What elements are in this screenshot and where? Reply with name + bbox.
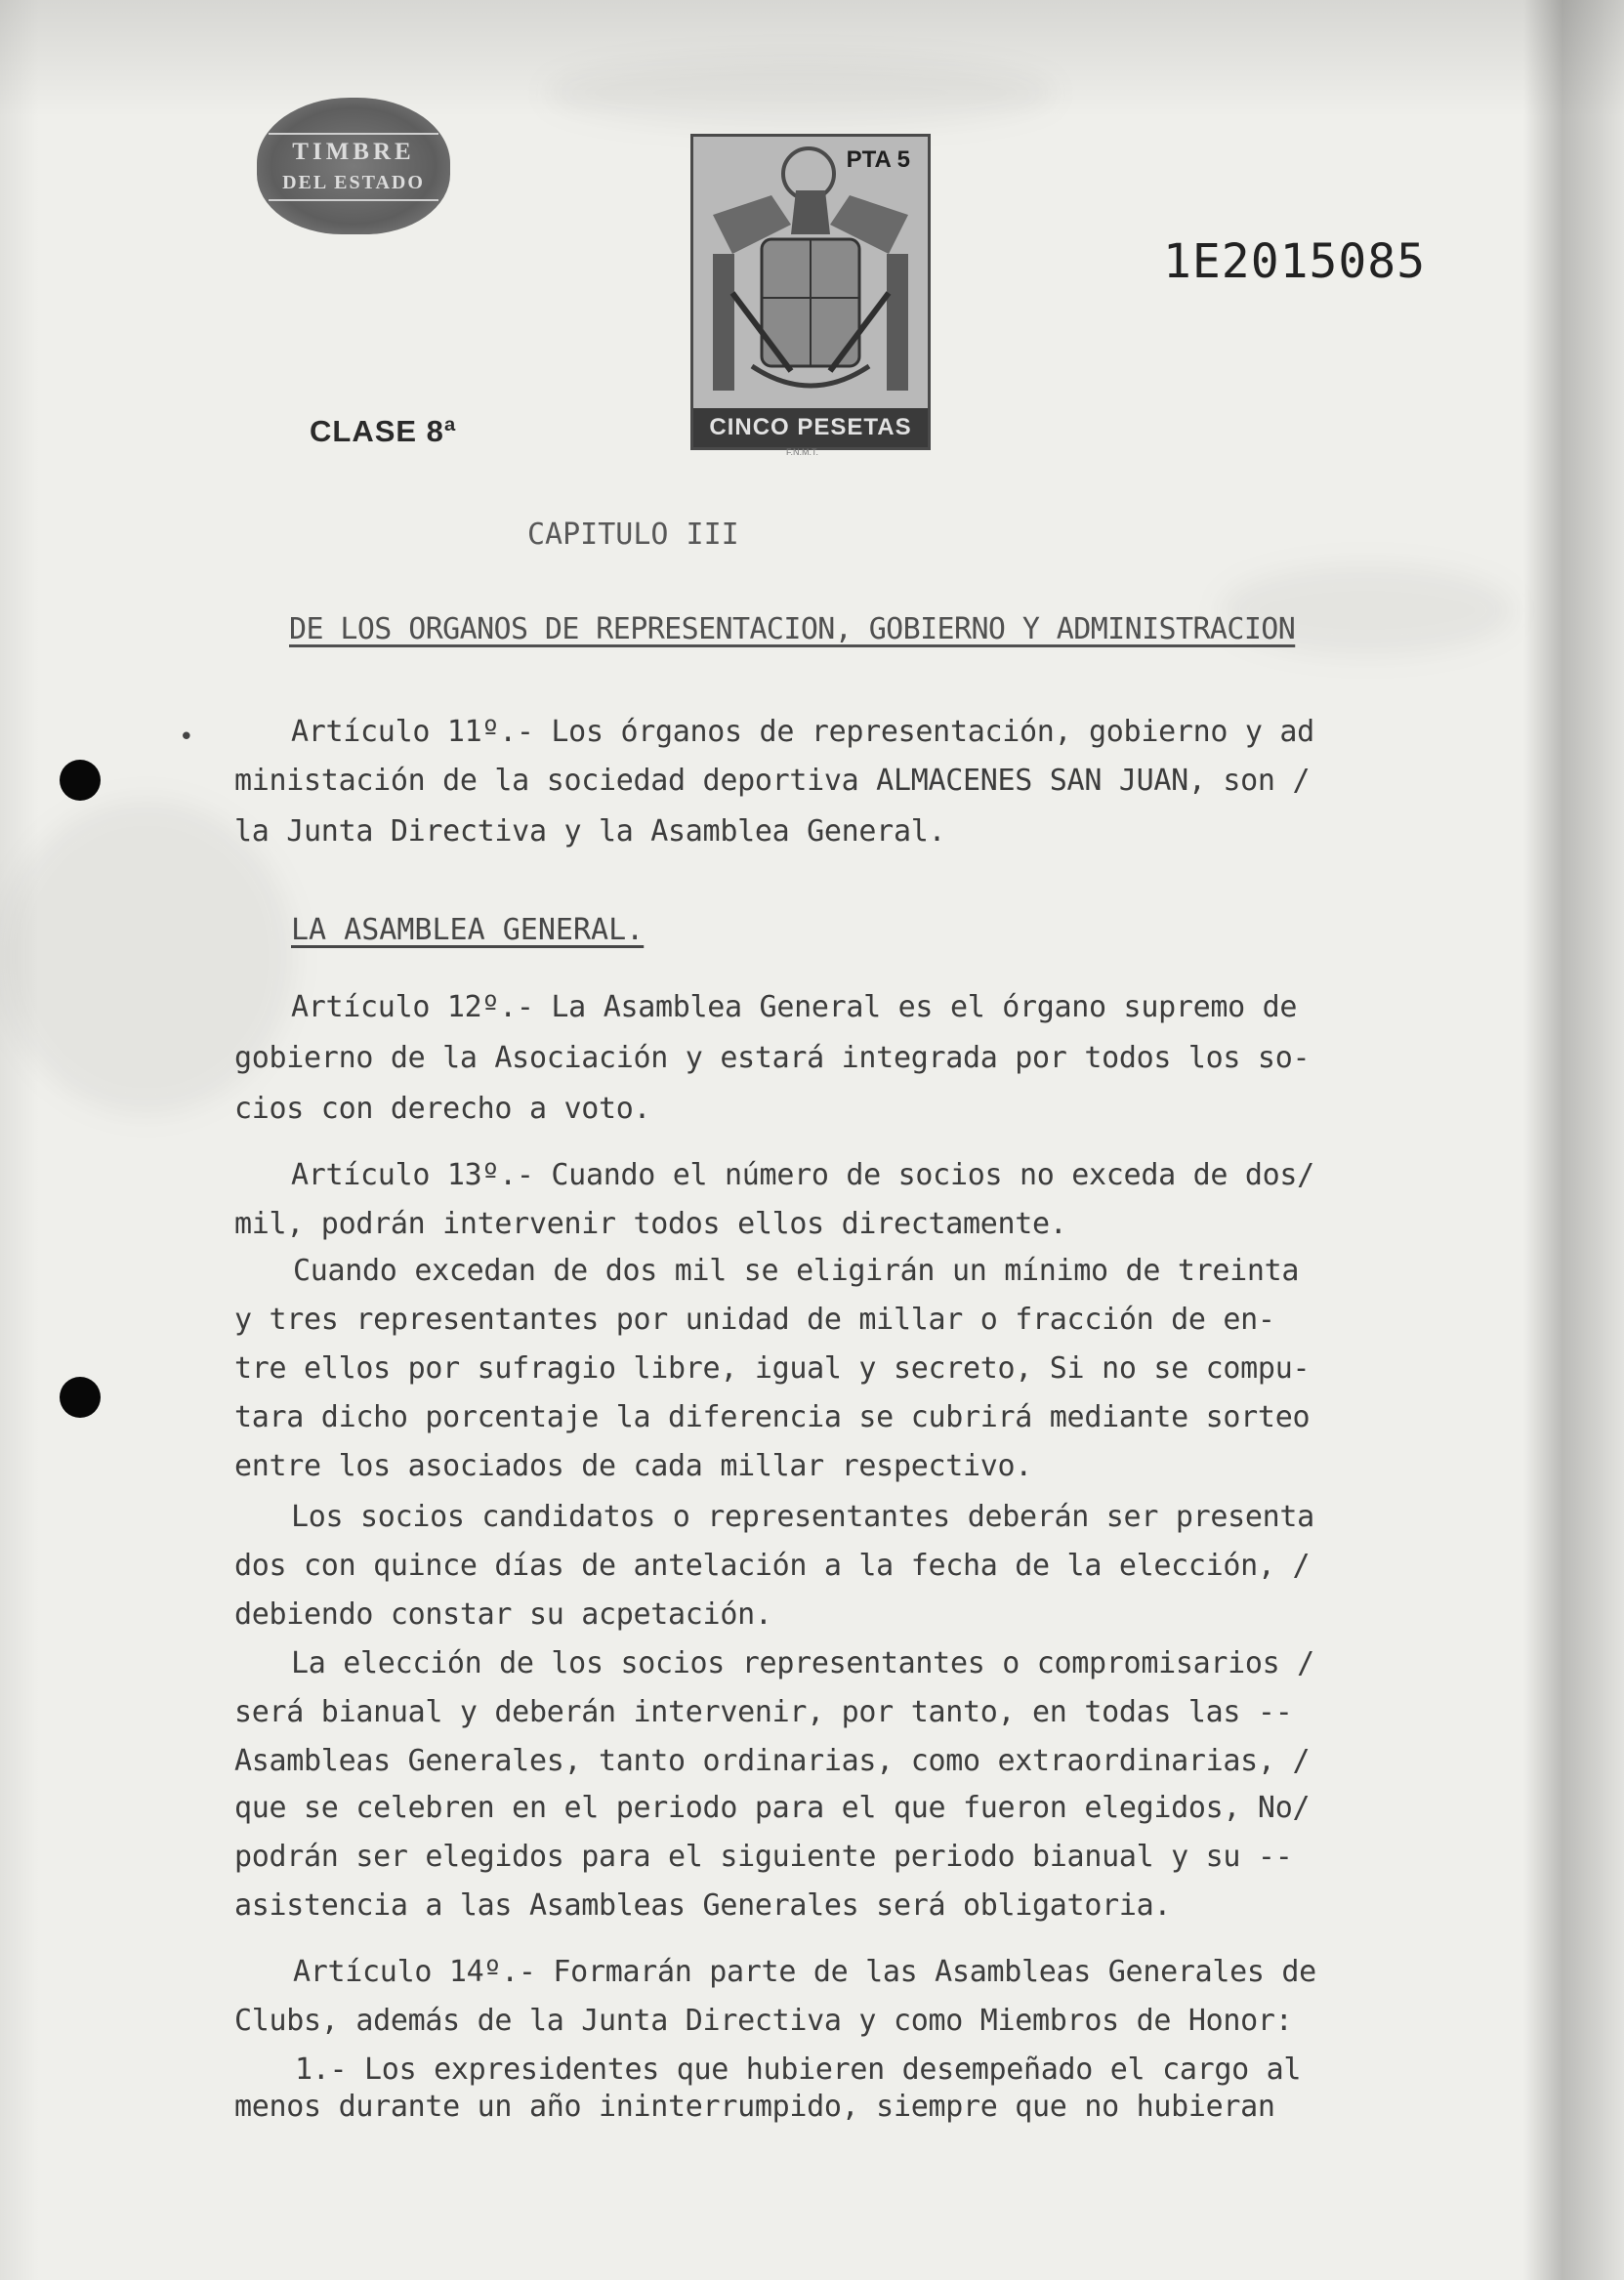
seal-line-2: DEL ESTADO <box>282 172 425 193</box>
body-line: y tres representantes por unidad de millar o fracción de en- <box>234 1303 1275 1337</box>
body-line: gobierno de la Asociación y estará integrada por todos los so- <box>234 1041 1311 1075</box>
body-line: Clubs, además de la Junta Directiva y como Miembros de Honor: <box>234 2004 1293 2038</box>
serial-number: 1E2015085 <box>1163 234 1427 289</box>
body-line: entre los asociados de cada millar respectivo. <box>234 1449 1033 1483</box>
section-heading: LA ASAMBLEA GENERAL. <box>291 913 645 947</box>
body-line: la Junta Directiva y la Asamblea General. <box>234 814 946 849</box>
body-line: será bianual y deberán intervenir, por tanto, en todas las -- <box>234 1695 1293 1729</box>
margin-mark: • <box>179 723 194 752</box>
body-line: tre ellos por sufragio libre, igual y secreto, Si no se compu- <box>234 1351 1311 1386</box>
seal-line-1: TIMBRE <box>292 139 415 165</box>
body-line: Cuando excedan de dos mil se eligirán un mínimo de treinta <box>293 1254 1300 1288</box>
body-line: mil, podrán intervenir todos ellos directamente. <box>234 1207 1067 1241</box>
stamp-value: PTA 5 <box>846 146 910 173</box>
body-line: podrán ser elegidos para el siguiente periodo bianual y su -- <box>234 1840 1293 1874</box>
body-line: tara dicho porcentaje la diferencia se cubrirá mediante sorteo <box>234 1400 1311 1434</box>
body-line: ministación de la sociedad deportiva ALMACENES SAN JUAN, son / <box>234 764 1311 798</box>
stamp-printer-mark: F.N.M.T. <box>786 447 818 457</box>
clase-label: CLASE 8ª <box>310 414 457 448</box>
scan-smudge <box>547 59 1055 127</box>
body-line: 1.- Los expresidentes que hubieren desempeñado el cargo al <box>295 2052 1302 2087</box>
body-line: debiendo constar su acpetación. <box>234 1597 772 1632</box>
body-line: La elección de los socios representantes o compromisarios / <box>291 1646 1314 1680</box>
body-line: asistencia a las Asambleas Generales será obligatoria. <box>234 1888 1172 1923</box>
punch-hole-top <box>60 760 101 801</box>
punch-hole-bottom <box>60 1377 101 1418</box>
body-line: Artículo 11º.- Los órganos de representación, gobierno y ad <box>291 715 1314 749</box>
body-line: Asambleas Generales, tanto ordinarias, como extraordinarias, / <box>234 1744 1311 1778</box>
chapter-heading: DE LOS ORGANOS DE REPRESENTACION, GOBIERNO Y ADMINISTRACION <box>289 612 1296 646</box>
body-line: Artículo 12º.- La Asamblea General es el órgano supremo de <box>291 990 1298 1024</box>
seal-band-top <box>269 133 438 135</box>
body-line: Artículo 14º.- Formarán parte de las Asambleas Generales de <box>293 1955 1316 1989</box>
coat-of-arms-icon <box>693 137 928 410</box>
body-line: dos con quince días de antelación a la fecha de la elección, / <box>234 1549 1311 1583</box>
timbre-del-estado-seal <box>257 98 450 234</box>
stamp-caption: CINCO PESETAS <box>693 408 928 447</box>
body-line: Artículo 13º.- Cuando el número de socios no exceda de dos/ <box>291 1158 1314 1192</box>
body-line: menos durante un año ininterrumpido, siempre que no hubieran <box>234 2090 1275 2124</box>
chapter-title: CAPITULO III <box>527 518 739 552</box>
body-line: Los socios candidatos o representantes deberán ser presenta <box>291 1500 1314 1534</box>
body-line: que se celebren en el periodo para el que fueron elegidos, No/ <box>234 1791 1311 1825</box>
seal-band-bottom <box>269 199 438 201</box>
fiscal-stamp <box>690 134 931 450</box>
body-line: cios con derecho a voto. <box>234 1092 651 1126</box>
